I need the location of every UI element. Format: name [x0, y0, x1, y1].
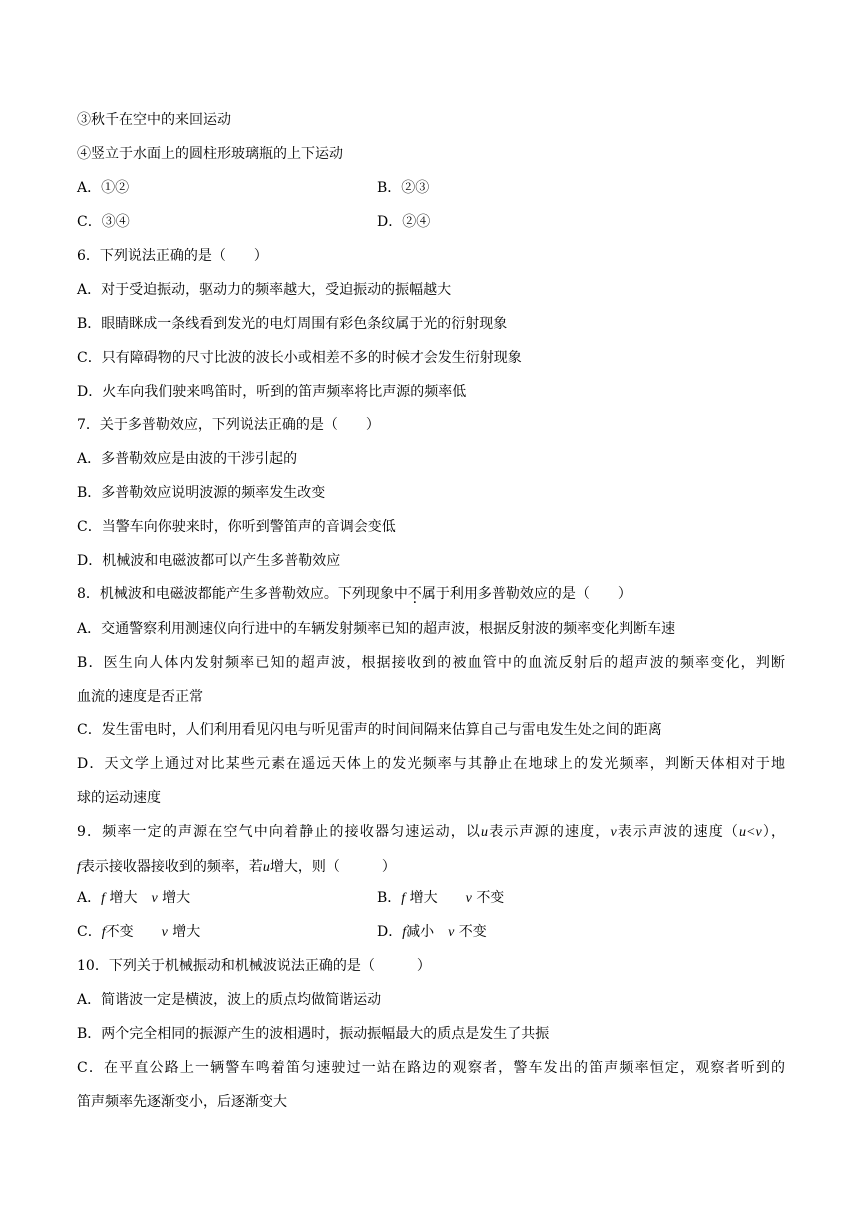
option-text: 增大 [109, 890, 152, 906]
q9-text: 表示声源的速度， [488, 824, 611, 840]
option-text: 不变 [458, 924, 487, 940]
q8-stem [77, 584, 632, 604]
q5-option-b: B．②③ [377, 180, 430, 196]
q9-var-u: u [481, 825, 489, 840]
q10-stem: 10．下列关于机械振动和机械波说法正确的是（ ） [77, 958, 431, 974]
q7-option-d: D．机械波和电磁波都可以产生多普勒效应 [77, 553, 341, 569]
option-label: C． [77, 924, 102, 940]
q10-option-c [77, 1051, 785, 1119]
option-text: 不变 [105, 924, 162, 940]
q7-option-a: A．多普勒效应是由波的干涉引起的 [77, 451, 298, 467]
option-label: D． [377, 924, 403, 940]
q8-option-d-line2: 球的运动速度 [77, 790, 161, 806]
option-text: 增大 [409, 890, 466, 906]
q7-option-c: C．当警车向你驶来时，你听到警笛声的音调会变低 [77, 519, 396, 535]
q9-stem-line2 [77, 850, 785, 885]
option-text: C．在平直公路上一辆警车鸣 [77, 1060, 271, 1076]
q9-stem [77, 815, 785, 885]
q8-stem-emphasis: 不 [407, 586, 422, 602]
q6-option-a: A．对于受迫振动，驱动力的频率越大，受迫振动的振幅越大 [77, 282, 452, 298]
q8-option-b [77, 646, 785, 714]
q9-text: 表示声波的速度（ [616, 824, 740, 840]
q9-option-b [377, 888, 504, 909]
q6-option-c: C．只有障碍物的尺寸比波的波长小或相差不多的时候才会发生衍射现象 [77, 350, 522, 366]
q9-condition: u<v [739, 825, 762, 840]
q9-text: 表示接收器接收到的频率，若 [80, 859, 263, 875]
q9-var-v: v [161, 925, 168, 940]
q10-option-a: A．简谐波一定是横波，波上的质点均做简谐运动 [77, 992, 382, 1008]
q9-option-a [77, 888, 190, 909]
q9-var-f: f [101, 925, 106, 940]
q8-option-b-line1: B．医生向人体内发射频率已知的超声波，根据接收到的被血管中的血流反射后的超声波的频率变化，判断 [77, 655, 785, 671]
q9-var-v: v [151, 891, 158, 906]
option-text: 笛匀速驶过一站在路边的观察者，警车发出的笛声频率恒定，观察者听到的 [285, 1060, 786, 1076]
q6-option-b: B．眼睛眯成一条线看到发光的电灯周围有彩色条纹属于光的衍射现象 [77, 316, 508, 332]
q9-stem-line1 [77, 815, 785, 850]
q5-option-a: A．①② [77, 180, 130, 196]
q9-var-f: f [101, 891, 106, 906]
q9-var-f: f [77, 860, 81, 875]
q9-text: 9．频率一定的声源在空气中向着静止的接收器匀速运动，以 [77, 824, 482, 840]
q9-text: ）， [761, 824, 786, 840]
q8-option-c: C．发生雷电时，人们利用看见闪电与听见雷声的时间间隔来估算自己与雷电发生处之间的距离 [77, 722, 662, 738]
option-text: 减小 [406, 924, 449, 940]
option-label: A． [77, 890, 102, 906]
q5-item-3: ③秋千在空中的来回运动 [77, 112, 231, 128]
q6-option-d: D．火车向我们驶来鸣笛时，听到的笛声频率将比声源的频率低 [77, 384, 467, 400]
q6-stem: 6．下列说法正确的是（ ） [77, 248, 268, 264]
q9-var-f: f [402, 925, 407, 940]
q9-option-d [377, 922, 487, 943]
q10-option-b: B．两个完全相同的振源产生的波相遇时，振动振幅最大的质点是发生了共振 [77, 1026, 550, 1042]
q7-option-b: B．多普勒效应说明波源的频率发生改变 [77, 485, 326, 501]
q9-var-v: v [465, 891, 472, 906]
option-text: 增大 [172, 924, 201, 940]
q9-var-v: v [610, 825, 617, 840]
q9-var-v: v [448, 925, 455, 940]
q7-stem: 7．关于多普勒效应，下列说法正确的是（ ） [77, 417, 380, 433]
q10-option-c-line1 [77, 1051, 785, 1085]
option-text: 不变 [476, 890, 505, 906]
q8-option-a: A．交通警察利用测速仪向行进中的车辆发射频率已知的超声波，根据反射波的频率变化判断车速 [77, 621, 676, 637]
q9-option-c [77, 922, 200, 943]
q9-var-u: u [262, 860, 270, 875]
q5-item-4: ④竖立于水面上的圆柱形玻璃瓶的上下运动 [77, 146, 343, 162]
q8-option-d [77, 747, 785, 815]
q8-stem-part2: 属于利用多普勒效应的是（ ） [421, 586, 632, 602]
q8-option-b-line2: 血流的速度是否正常 [77, 689, 203, 705]
q9-text: 增大，则（ ） [269, 859, 396, 875]
q5-option-d: D．②④ [377, 214, 431, 230]
option-text: 增大 [162, 890, 191, 906]
q9-var-f: f [401, 891, 406, 906]
q8-stem-part1: 8．机械波和电磁波都能产生多普勒效应。下列现象中 [77, 586, 408, 602]
option-label: B． [377, 890, 402, 906]
q8-option-d-line1: D．天文学上通过对比某些元素在遥远天体上的发光频率与其静止在地球上的发光频率，判断天体相对于地 [77, 756, 785, 772]
q5-option-c: C．③④ [77, 214, 130, 230]
q10-emphasis: 着 · [271, 1060, 286, 1076]
q10-option-c-line2: 笛声频率先逐渐变小，后逐渐变大 [77, 1094, 287, 1110]
